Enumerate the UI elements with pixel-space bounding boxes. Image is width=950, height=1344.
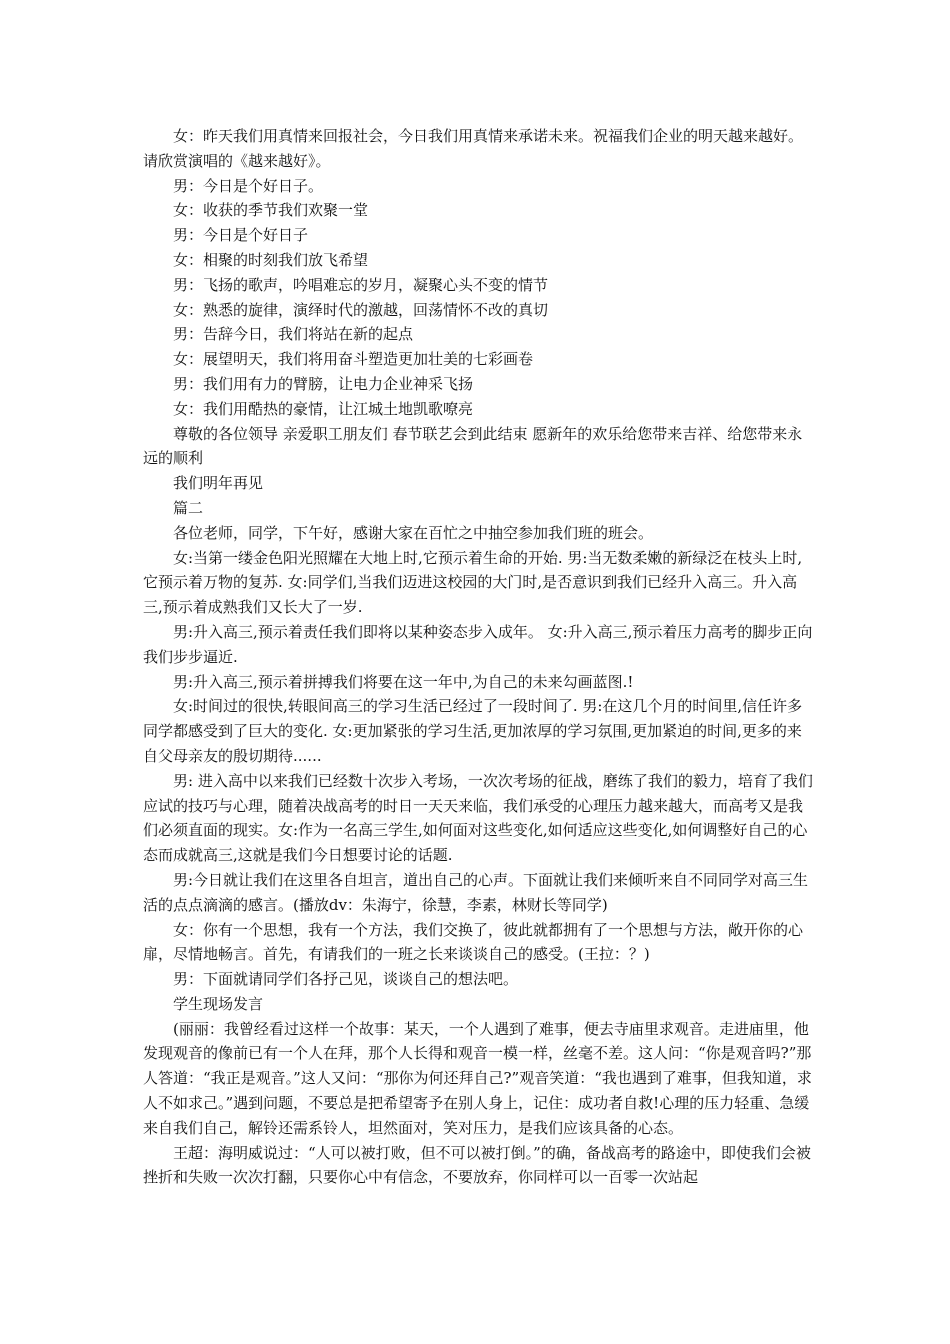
paragraph: 男：今日是个好日子 [173, 226, 309, 245]
paragraph: 男：今日是个好日子。 [173, 176, 324, 195]
paragraph: 尊敬的各位领导 亲爱职工朋友们 春节联艺会到此结束 愿新年的欢乐给您带来吉祥、给您带来永远的顺利 [143, 424, 803, 468]
paragraph: 男:今日就让我们在这里各自坦言，道出自己的心声。下面就让我们来倾听来自不同同学对高三生活的点点滴滴的感言。(播放dv：朱海宁，徐慧，李素，林财长等同学) [143, 870, 809, 914]
document-body [143, 124, 813, 1190]
paragraph: 各位老师，同学，下午好，感谢大家在百忙之中抽空参加我们班的班会。 [173, 523, 654, 542]
paragraph: 女：昨天我们用真情来回报社会，今日我们用真情来承诺未来。祝福我们企业的明天越来越好。请欣赏演唱的《越来越好》。 [143, 127, 804, 170]
paragraph: (丽丽：我曾经看过这样一个故事：某天，一个人遇到了难事，便去寺庙里求观音。走进庙里，他发现观音的像前已有一个人在拜，那个人长得和观音一模一样，丝毫不差。这人问：“你是观音吗?”那人答道：“我正是观音。”这人又问：“那你为何还拜自己?”观音笑道：“我也遇到了难事，但我知道，求人不如求己。”遇到问题，不要总是把希望寄予在别人身上，记住：成功者自救!心理的压力轻重、急缓来自我们自己，解铃还需系铃人，坦然面对，笑对压力，是我们应该具备的心态。 [143, 1019, 812, 1137]
paragraph: 女：展望明天，我们将用奋斗塑造更加壮美的七彩画卷 [173, 350, 534, 369]
paragraph: 女:当第一缕金色阳光照耀在大地上时,它预示着生命的开始. 男:当无数柔嫩的新绿泛在枝头上时,它预示着万物的复苏. 女:同学们,当我们迈进这校园的大门时,是否意识到我们已经升入高三。升入高三,预示着成熟我们又长大了一岁. [143, 548, 803, 617]
paragraph: 女：收获的季节我们欢聚一堂 [173, 201, 369, 220]
paragraph: 学生现场发言 [173, 994, 264, 1013]
paragraph: 我们明年再见 [173, 474, 264, 493]
paragraph: 女：相聚的时刻我们放飞希望 [173, 250, 369, 269]
paragraph: 男：飞扬的歌声，吟唱难忘的岁月，凝聚心头不变的情节 [173, 275, 549, 294]
paragraph: 王超：海明威说过：“人可以被打败，但不可以被打倒。”的确，备战高考的路途中，即使我们会被挫折和失败一次次打翻，只要你心中有信念，不要放弃，你同样可以一百零一次站起 [143, 1143, 811, 1187]
paragraph: 男: 进入高中以来我们已经数十次步入考场，一次次考场的征战，磨练了我们的毅力，培育了我们应试的技巧与心理，随着决战高考的时日一天天来临，我们承受的心理压力越来越大，而高考又是我们必须直面的现实。女:作为一名高三学生,如何面对这些变化,如何适应这些变化,如何调整好自己的心态而成就高三,这就是我们今日想要讨论的话题. [143, 771, 813, 865]
section-heading: 篇二 [173, 498, 204, 517]
paragraph: 女：你有一个思想，我有一个方法，我们交换了，彼此就都拥有了一个思想与方法，敞开你的心扉，尽情地畅言。首先，有请我们的一班之长来谈谈自己的感受。(王拉：？) [143, 920, 804, 964]
paragraph: 男：告辞今日，我们将站在新的起点 [173, 325, 414, 344]
paragraph: 男：下面就请同学们各抒己见，谈谈自己的想法吧。 [173, 970, 519, 989]
paragraph: 女:时间过的很快,转眼间高三的学习生活已经过了一段时间了. 男:在这几个月的时间里,信任许多同学都感受到了巨大的变化. 女:更加紧张的学习生活,更加浓厚的学习氛围,更加紧迫的时间,更多的来自父母亲友的殷切期待...... [143, 697, 803, 765]
paragraph: 男:升入高三,预示着责任我们即将以某种姿态步入成年。 女:升入高三,预示着压力高考的脚步正向我们步步逼近. [143, 622, 813, 666]
paragraph: 男：我们用有力的臂膀，让电力企业神采飞扬 [173, 374, 474, 393]
paragraph: 女：熟悉的旋律，演绎时代的激越，回荡情怀不改的真切 [173, 300, 549, 319]
paragraph: 女：我们用酷热的豪情，让江城土地凯歌嘹亮 [173, 399, 474, 418]
paragraph: 男:升入高三,预示着拼搏我们将要在这一年中,为自己的未来勾画蓝图.! [173, 672, 634, 691]
